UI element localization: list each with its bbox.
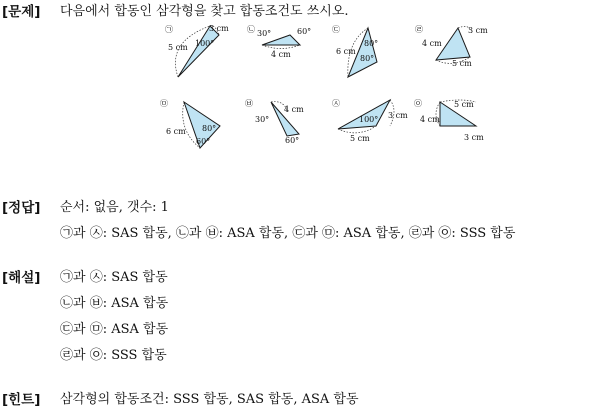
hint-label: [힌트] [2,392,41,408]
explanation-line: ㉡과 ㉥: ASA 합동 [60,296,169,311]
question-text: 다음에서 합동인 삼각형을 찾고 합동조건도 쓰시오. [60,4,349,19]
explanation-line: ㉠과 ㉦: SAS 합동 [60,270,168,285]
answer-label: [정답] [2,200,41,216]
figure-label: 6 cm [336,47,356,56]
figure-label: 6 cm [166,127,186,136]
hint-text: 삼각형의 합동조건: SSS 합동, SAS 합동, ASA 합동 [60,392,359,407]
figure-label: 60° [196,137,211,146]
figure-label: 80° [202,124,217,133]
figure-label: 60° [297,27,312,36]
figure-marker: ㉥ [245,99,253,108]
figure-marker: ㉧ [414,99,422,108]
figure-label: 4 cm [284,105,304,114]
triangle-figure-1 [160,22,240,84]
figure-label: 5 cm [350,134,370,143]
explanation-line: ㉣과 ㉧: SSS 합동 [60,348,167,363]
triangle-figure-2 [243,22,318,62]
triangle-figure-3 [330,22,400,84]
figure-label: 3 cm [388,111,408,120]
figure-label: 3 cm [464,133,484,142]
triangle-figure-5 [160,96,230,156]
figure-marker: ㉢ [332,25,340,34]
figure-label: 30° [255,115,270,124]
explanation-line: ㉢과 ㉤: ASA 합동 [60,322,169,337]
explanation-label: [해설] [2,270,41,286]
figure-label: 60° [285,136,300,145]
answer-line-2: ㉠과 ㉦: SAS 합동, ㉡과 ㉥: ASA 합동, ㉢과 ㉤: ASA 합동, ㉣과 ㉧: SSS 합동 [60,226,516,241]
question-label: [문제] [2,4,41,20]
triangle-figure-6 [243,96,308,148]
figure-label: 4 cm [422,39,442,48]
figure-label: 100° [195,39,215,48]
figure-marker: ㉦ [332,99,340,108]
triangle-figure-8 [412,96,492,148]
figure-label: 30° [257,29,272,38]
figure-label: 3 cm [209,24,229,33]
figure-marker: ㉤ [160,99,168,108]
figure-marker: ㉣ [415,25,423,34]
figure-label: 5 cm [454,100,474,109]
answer-line-1: 순서: 없음, 갯수: 1 [60,200,169,215]
triangle-figure-7 [330,96,410,144]
figure-label: 100° [359,115,379,124]
figure-label: 5 cm [452,59,472,68]
figure-label: 3 cm [468,26,488,35]
figure-label: 80° [364,39,379,48]
figure-label: 80° [360,54,375,63]
figure-label: 4 cm [420,115,440,124]
figure-label: 5 cm [168,43,188,52]
figure-marker: ㉡ [247,25,255,34]
figure-label: 4 cm [271,50,291,59]
triangle-figure-4 [412,22,492,72]
figure-marker: ㉠ [165,25,173,34]
